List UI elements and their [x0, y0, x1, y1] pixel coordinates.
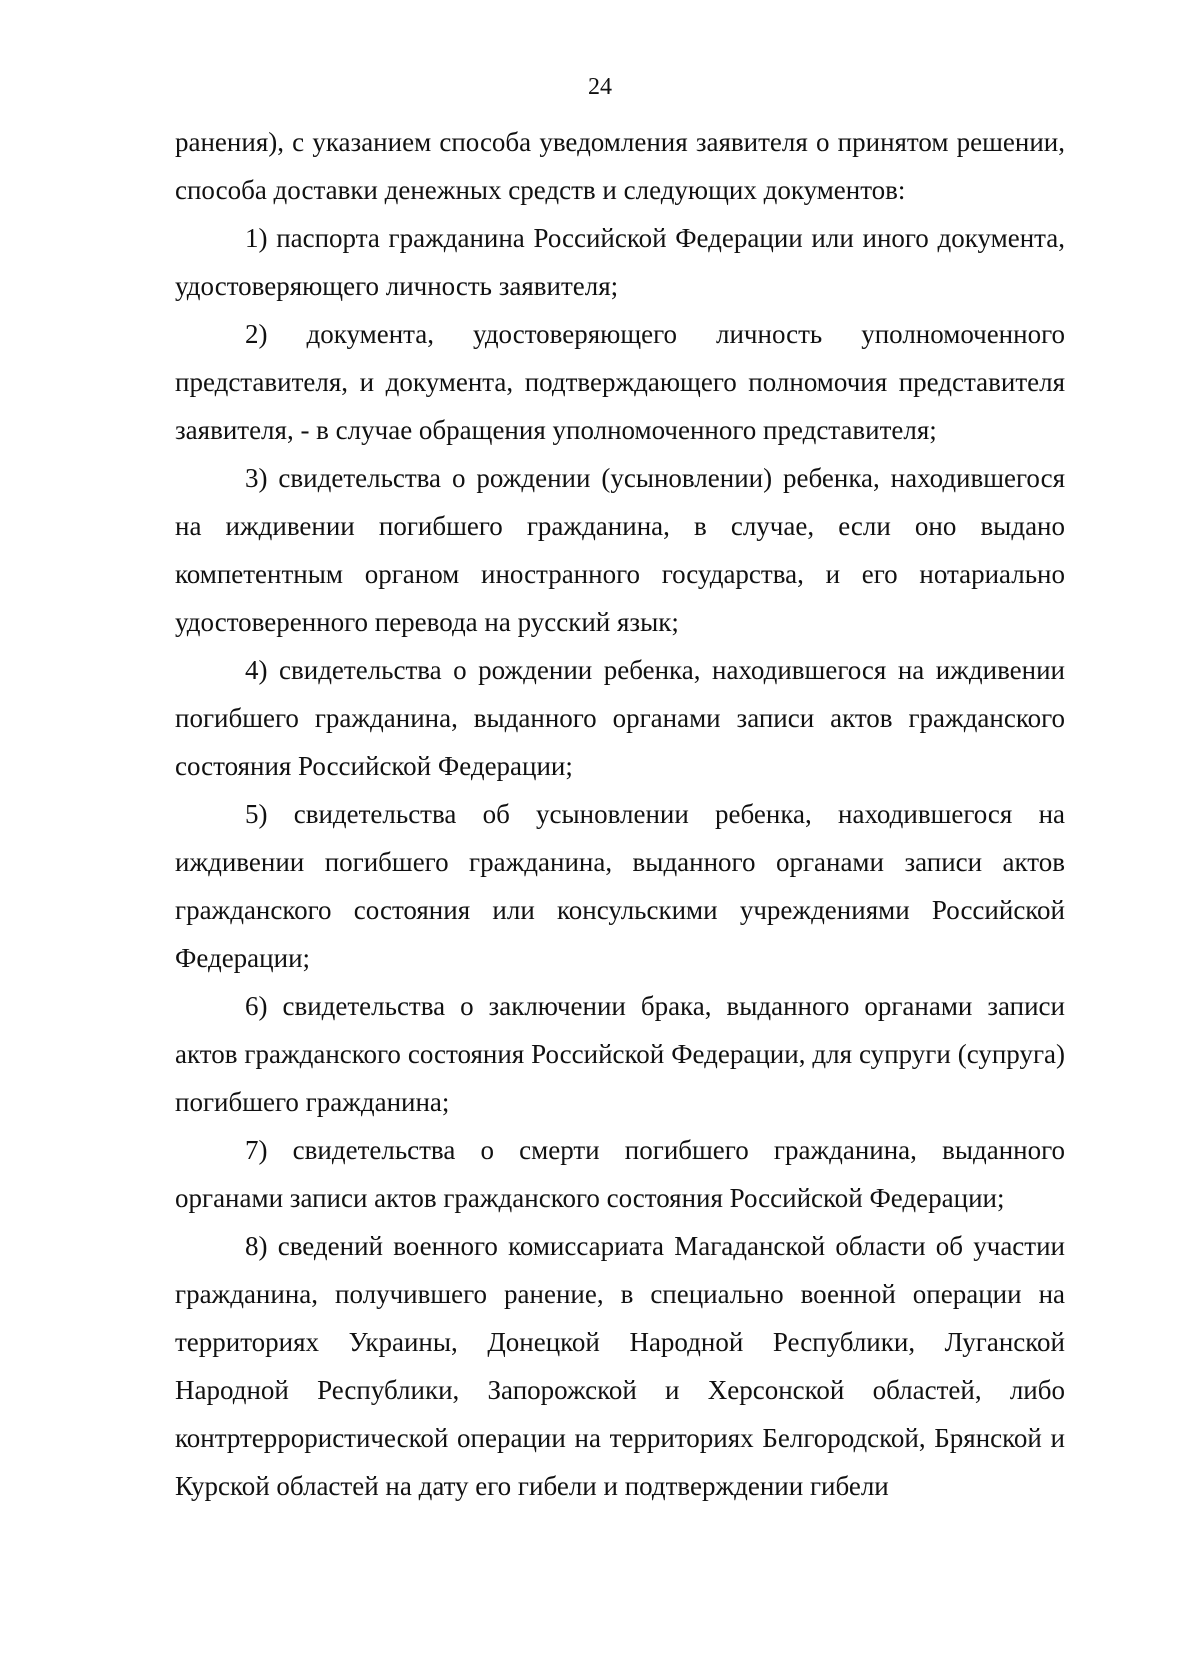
list-item-8: 8) сведений военного комиссариата Магаданской области об участии гражданина, получившего ранение, в специально военной операции на территориях Украины, Донецкой Народной Республики, Луганской Народной Республики, Запорожской и Херсонской областей, либо контртеррористической операции на территориях Белгородской, Брянской и Курской областей на дату его гибели и подтверждении гибели [175, 1231, 1065, 1501]
page-number: 24 [588, 74, 612, 100]
document-body [175, 118, 1065, 1510]
list-item-2: 2) документа, удостоверяющего личность уполномоченного представителя, и документа, подтверждающего полномочия представителя заявителя, - в случае обращения уполномоченного представителя; [175, 319, 1065, 445]
list-item-5: 5) свидетельства об усыновлении ребенка, находившегося на иждивении погибшего гражданина, выданного органами записи актов гражданского состояния или консульскими учреждениями Российской Федерации; [175, 799, 1065, 973]
list-item-7: 7) свидетельства о смерти погибшего гражданина, выданного органами записи актов гражданского состояния Российской Федерации; [175, 1135, 1065, 1213]
list-item-3: 3) свидетельства о рождении (усыновлении) ребенка, находившегося на иждивении погибшего гражданина, в случае, если оно выдано компетентным органом иностранного государства, и его нотариально удостоверенного перевода на русский язык; [175, 463, 1065, 637]
list-item-1: 1) паспорта гражданина Российской Федерации или иного документа, удостоверяющего личность заявителя; [175, 223, 1065, 301]
paragraph-intro: ранения), с указанием способа уведомления заявителя о принятом решении, способа доставки денежных средств и следующих документов: [175, 127, 1065, 205]
list-item-6: 6) свидетельства о заключении брака, выданного органами записи актов гражданского состояния Российской Федерации, для супруги (супруга) погибшего гражданина; [175, 991, 1065, 1117]
list-item-4: 4) свидетельства о рождении ребенка, находившегося на иждивении погибшего гражданина, выданного органами записи актов гражданского состояния Российской Федерации; [175, 655, 1065, 781]
